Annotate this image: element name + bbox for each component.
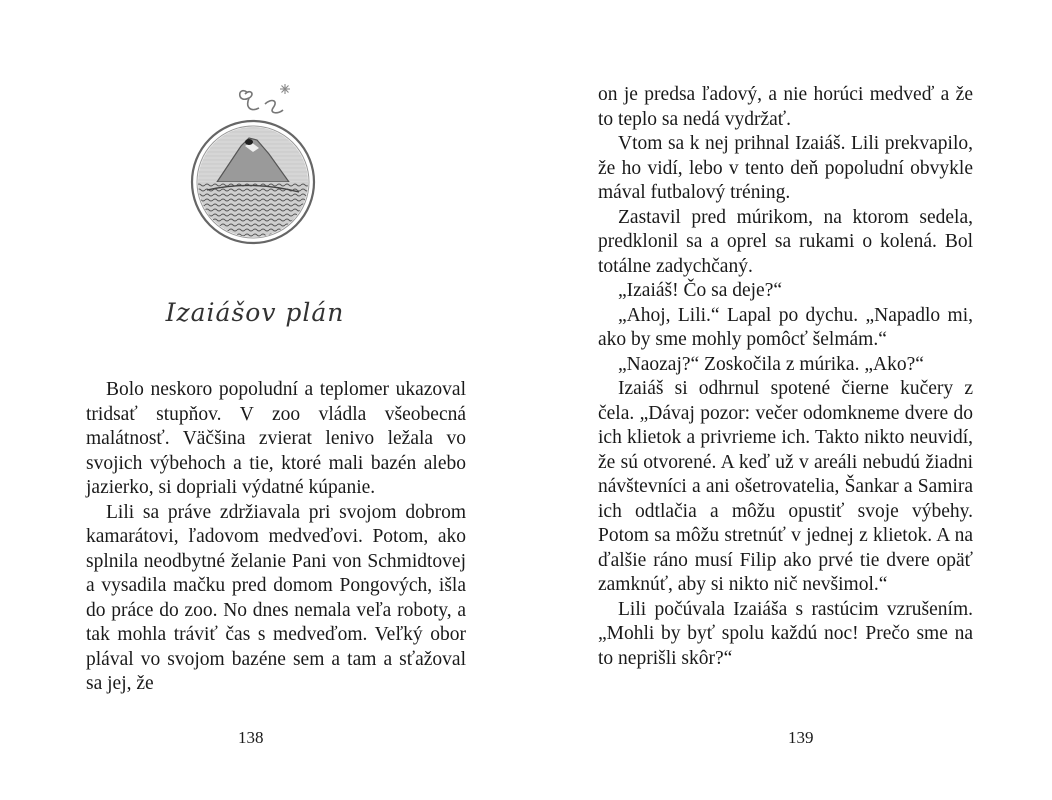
left-page-body	[86, 378, 466, 697]
paragraph: Izaiáš si odhrnul spotené čierne kučery z čela. „Dávaj pozor: večer odomkneme dvere do ich klietok a privrieme ich. Takto nikto neuvidí, že sú otvorené. A keď už v areáli nebudú žiadni návštevníci a ani ošetrovatelia, Šankar a Samira ich odtlačia a môžu opustiť svoje výbehy. Potom sa môžu stretnúť v jednej z klietok. A na ďalšie ráno musí Filip ako prvé tie dvere opäť zamknúť, aby si nikto nič nevšimol.“	[598, 378, 973, 595]
right-page	[526, 0, 1052, 800]
paragraph: on je predsa ľadový, a nie horúci medveď a že to teplo sa nedá vydržať.	[598, 84, 973, 130]
paragraph: „Ahoj, Lili.“ Lapal po dychu. „Napadlo mi, ako by sme mohly pomôcť šelmám.“	[598, 304, 973, 350]
paragraph: Vtom sa k nej prihnal Izaiáš. Lili prekvapilo, že ho vidí, lebo v tento deň popoludní obvykle mával futbalový tréning.	[598, 133, 973, 203]
chapter-title: Izaiášov plán	[165, 298, 345, 327]
right-page-body	[598, 83, 973, 671]
page-number-right: 139	[788, 728, 814, 747]
paragraph: Lili sa práve zdržiavala pri svojom dobrom kamarátovi, ľadovom medveďovi. Potom, ako splnila neodbytné želanie Pani von Schmidtovej a vysadila mačku pred domom Pongových, išla do práce do zoo. No dnes nemala veľa roboty, a tak mohla tráviť čas s medveďom. Veľký obor plával vo svojom bazéne sem a tam a sťažoval sa jej, že	[86, 501, 466, 694]
page-number-left: 138	[238, 728, 264, 747]
paragraph: „Izaiáš! Čo sa deje?“	[618, 280, 783, 301]
paragraph: „Naozaj?“ Zoskočila z múrika. „Ako?“	[618, 353, 924, 375]
paragraph: Zastavil pred múrikom, na ktorom sedela, predklonil sa a oprel sa rukami o kolená. Bol totálne zadychčaný.	[598, 206, 973, 277]
paragraph: Lili počúvala Izaiáša s rastúcim vzrušením. „Mohli by byť spolu každú noc! Prečo sme na to neprišli skôr?“	[598, 598, 973, 669]
chapter-emblem-illustration	[189, 82, 317, 254]
paragraph: Bolo neskoro popoludní a teplomer ukazoval tridsať stupňov. V zoo vládla všeobecná malátnosť. Väčšina zvierat lenivo ležala vo svojich výbehoch a tie, ktoré mali bazén alebo jazierko, si dopriali výdatné kúpanie.	[86, 379, 466, 498]
